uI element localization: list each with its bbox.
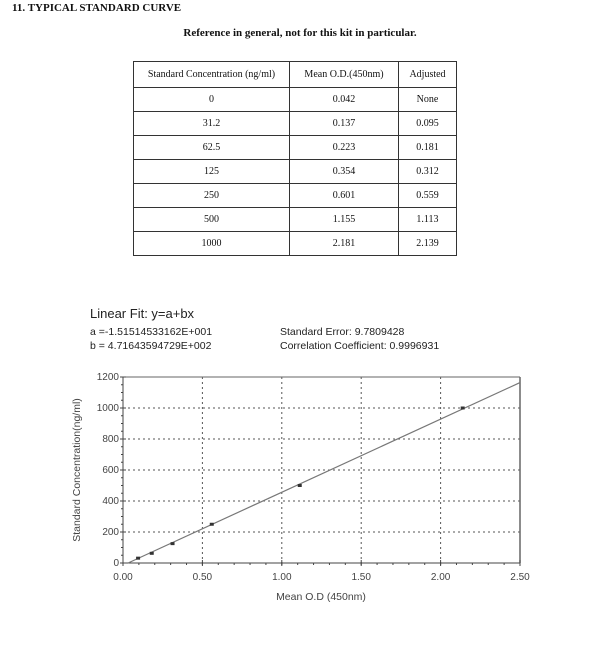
cell: 1.113 xyxy=(399,208,457,232)
cell: 0.042 xyxy=(290,88,399,112)
fit-line xyxy=(128,383,520,563)
cell: 250 xyxy=(134,184,290,208)
x-tick-label: 2.00 xyxy=(430,572,451,583)
subtitle: Reference in general, not for this kit in particular. xyxy=(183,27,417,39)
cell: 0.559 xyxy=(399,184,457,208)
fit-correlation: Correlation Coefficient: 0.9996931 xyxy=(280,340,440,352)
cell: 125 xyxy=(134,160,290,184)
cell: 0.312 xyxy=(399,160,457,184)
fit-standard-error: Standard Error: 9.7809428 xyxy=(280,326,405,338)
data-point xyxy=(150,552,154,555)
data-point xyxy=(298,484,302,487)
data-point xyxy=(210,523,214,526)
y-tick-label: 1000 xyxy=(96,403,119,414)
x-tick-label: 2.50 xyxy=(510,572,530,583)
cell: 62.5 xyxy=(134,136,290,160)
cell: 2.139 xyxy=(399,232,457,256)
cell: 1.155 xyxy=(290,208,399,232)
cell: 500 xyxy=(134,208,290,232)
x-axis-label: Mean O.D (450nm) xyxy=(276,591,366,603)
cell: 0.181 xyxy=(399,136,457,160)
y-tick-label: 800 xyxy=(102,434,119,445)
header-concentration: Standard Concentration (ng/ml) xyxy=(134,62,290,88)
cell: 0.137 xyxy=(290,112,399,136)
y-tick-label: 0 xyxy=(113,558,119,569)
x-tick-label: 0.50 xyxy=(192,572,213,583)
header-mean-od: Mean O.D.(450nm) xyxy=(290,62,399,88)
fit-param-b: b = 4.71643594729E+002 xyxy=(90,340,212,352)
y-tick-label: 600 xyxy=(102,465,119,476)
x-tick-label: 0.00 xyxy=(113,572,133,583)
y-tick-label: 1200 xyxy=(96,372,119,383)
data-point xyxy=(171,542,175,545)
fit-param-a: a =-1.51514533162E+001 xyxy=(90,326,213,338)
axes xyxy=(123,377,520,563)
grid-lines xyxy=(123,377,520,563)
y-tick-label: 200 xyxy=(102,527,119,538)
cell: 0 xyxy=(134,88,290,112)
cell: 0.601 xyxy=(290,184,399,208)
cell: 31.2 xyxy=(134,112,290,136)
data-point xyxy=(461,407,465,410)
y-axis-label: Standard Concentration(ng/ml) xyxy=(71,398,83,542)
section-title: 11. TYPICAL STANDARD CURVE xyxy=(12,2,182,14)
cell: None xyxy=(399,88,457,112)
cell: 0.223 xyxy=(290,136,399,160)
x-tick-label: 1.50 xyxy=(351,572,371,583)
cell: 1000 xyxy=(134,232,290,256)
x-tick-label: 1.00 xyxy=(272,572,292,583)
y-tick-label: 400 xyxy=(102,496,119,507)
data-point xyxy=(136,557,140,560)
fit-title: Linear Fit: y=a+bx xyxy=(90,306,195,321)
cell: 0.354 xyxy=(290,160,399,184)
cell: 2.181 xyxy=(290,232,399,256)
cell: 0.095 xyxy=(399,112,457,136)
header-adjusted: Adjusted xyxy=(399,62,457,88)
